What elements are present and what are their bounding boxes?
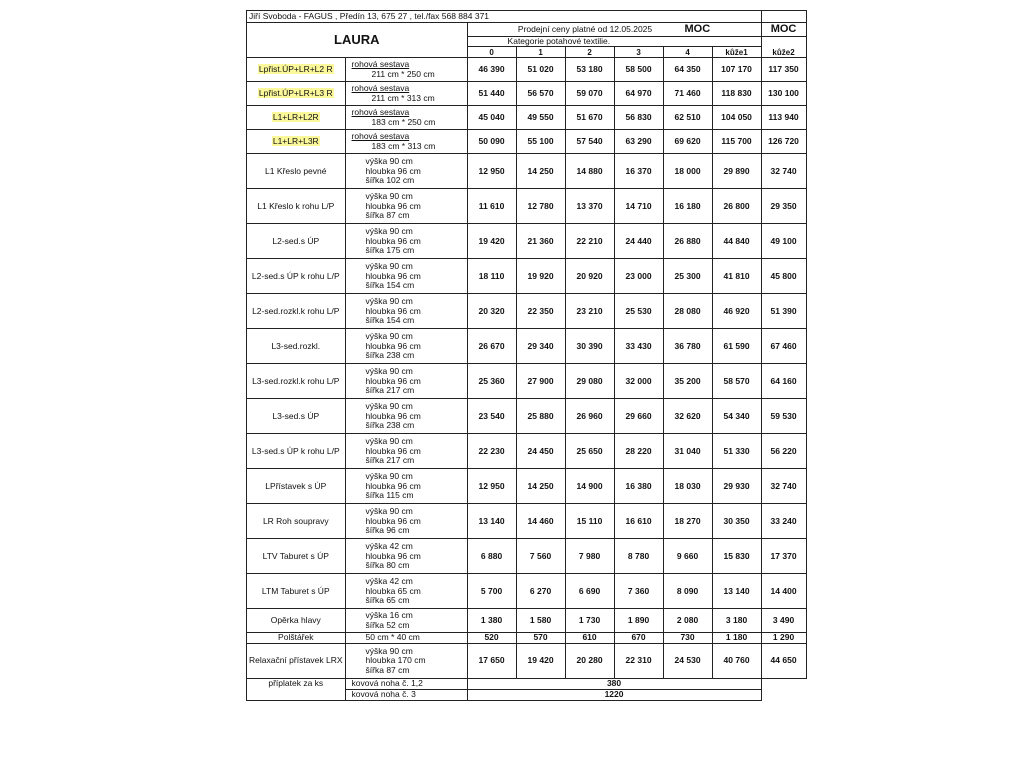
price-cell: 730 [663,633,712,644]
dimension-line: šířka 52 cm [365,619,410,630]
dimension-line: hloubka 65 cm [365,585,421,596]
row-dimensions [345,504,467,539]
row-name [247,189,346,224]
price-cell: 18 030 [663,469,712,504]
row-dimensions [345,539,467,574]
moc2-price-cell: 126 720 [761,130,806,154]
dimension-line: výška 16 cm [365,610,413,621]
price-cell: 14 460 [516,504,565,539]
moc2-price-cell: 49 100 [761,224,806,259]
price-cell: 16 180 [663,189,712,224]
dimension-line: výška 90 cm [365,260,413,271]
row-name [247,329,346,364]
price-cell: 1 890 [614,609,663,633]
price-cell: 29 890 [712,154,761,189]
dimension-line: hloubka 96 cm [365,200,421,211]
price-cell: 115 700 [712,130,761,154]
dimension-line: výška 90 cm [365,295,413,306]
price-cell: 29 340 [516,329,565,364]
dimension-line: šířka 87 cm [365,665,410,676]
price-sheet [246,10,807,701]
price-cell: 14 250 [516,154,565,189]
moc2-price-cell: 64 160 [761,364,806,399]
grade-header-last: kůže2 [761,36,806,58]
price-cell: 107 170 [712,58,761,82]
moc2-price-cell: 32 740 [761,154,806,189]
row-name-text: L3-sed.rozkl.k rohu L/P [252,375,340,386]
dimension-line: šířka 80 cm [365,560,410,571]
price-cell: 30 390 [565,329,614,364]
product-title: LAURA [247,23,468,58]
table-row [247,644,807,679]
moc2-price-cell: 29 350 [761,189,806,224]
price-cell: 670 [614,633,663,644]
row-name-text: Polštářek [278,632,314,643]
price-cell: 25 300 [663,259,712,294]
table-row [247,154,807,189]
price-cell: 36 780 [663,329,712,364]
moc2-price-cell: 117 350 [761,58,806,82]
price-cell: 22 350 [516,294,565,329]
price-cell: 69 620 [663,130,712,154]
price-cell: 16 380 [614,469,663,504]
moc2-price-cell: 32 740 [761,469,806,504]
dimension-line: výška 90 cm [365,645,413,656]
row-dimensions [345,224,467,259]
dimension-line: výška 90 cm [365,505,413,516]
moc2-price-cell: 59 530 [761,399,806,434]
price-cell: 46 920 [712,294,761,329]
price-cell: 6 690 [565,574,614,609]
dimension-line: hloubka 96 cm [365,340,421,351]
price-cell: 28 080 [663,294,712,329]
row-dimensions [345,399,467,434]
dimension-line: výška 90 cm [365,470,413,481]
dimension-line: 183 cm * 250 cm [371,116,436,127]
grade-header-4: 4 [663,47,712,58]
row-name [247,58,346,82]
price-cell: 25 360 [467,364,516,399]
price-cell: 23 000 [614,259,663,294]
row-name-text: L1+LR+L2R [272,112,319,123]
table-row [247,574,807,609]
price-cell: 56 830 [614,106,663,130]
moc2-price-cell: 33 240 [761,504,806,539]
dimension-line: šířka 96 cm [365,525,410,536]
dimension-line: hloubka 96 cm [365,550,421,561]
price-cell: 15 110 [565,504,614,539]
price-cell: 5 700 [467,574,516,609]
dimension-line: výška 90 cm [365,330,413,341]
price-cell: 25 650 [565,434,614,469]
surcharge-item: kovová noha č. 1,2 [345,679,467,690]
dimension-line: šířka 65 cm [365,595,410,606]
price-cell: 55 100 [516,130,565,154]
price-cell: 54 340 [712,399,761,434]
dimension-line: 211 cm * 250 cm [371,68,435,79]
price-cell: 570 [516,633,565,644]
table-row [247,82,807,106]
row-name-text: LTV Taburet s ÚP [262,550,329,561]
dimension-line: hloubka 96 cm [365,375,421,386]
price-cell: 8 090 [663,574,712,609]
moc2-price-cell: 113 940 [761,106,806,130]
row-name-text: L3-sed.rozkl. [271,340,321,351]
surcharge-item: kovová noha č. 3 [345,690,467,701]
price-cell: 23 210 [565,294,614,329]
price-cell: 23 540 [467,399,516,434]
row-name [247,294,346,329]
dimension-line: šířka 238 cm [365,420,415,431]
dimension-line: šířka 217 cm [365,385,415,396]
table-row [247,58,807,82]
dimension-line: 50 cm * 40 cm [365,632,420,643]
price-cell: 20 280 [565,644,614,679]
row-dimensions [345,58,467,82]
row-dimensions [345,259,467,294]
price-cell: 51 330 [712,434,761,469]
dimension-line: šířka 87 cm [365,210,410,221]
surcharge-section [247,679,807,701]
row-name [247,154,346,189]
price-cell: 46 390 [467,58,516,82]
dimension-line: 183 cm * 313 cm [371,140,436,151]
table-row [247,106,807,130]
table-row [247,633,807,644]
price-cell: 24 530 [663,644,712,679]
grade-header-2: 2 [565,47,614,58]
table-row [247,504,807,539]
price-cell: 51 440 [467,82,516,106]
price-cell: 40 760 [712,644,761,679]
dimension-line: hloubka 96 cm [365,165,421,176]
table-row [247,434,807,469]
row-dimensions [345,329,467,364]
dimension-line: hloubka 96 cm [365,270,421,281]
price-cell: 118 830 [712,82,761,106]
price-cell: 16 610 [614,504,663,539]
price-cell: 11 610 [467,189,516,224]
dimension-line: výška 90 cm [365,365,413,376]
price-cell: 29 660 [614,399,663,434]
row-name [247,504,346,539]
price-cell: 12 950 [467,154,516,189]
row-name-text: L1+LR+L3R [272,136,319,147]
row-name [247,106,346,130]
price-cell: 20 920 [565,259,614,294]
row-dimensions [345,469,467,504]
price-cell: 64 350 [663,58,712,82]
dimension-line: výška 90 cm [365,155,413,166]
row-name-text: L2-sed.s ÚP k rohu L/P [251,270,340,281]
row-name-text: Lpřist.ÚP+LR+L2 R [258,64,333,75]
table-row [247,130,807,154]
row-dimensions [345,364,467,399]
grade-header-0: 0 [467,47,516,58]
dimension-line: rohová sestava [351,59,410,70]
table-row [247,469,807,504]
price-cell: 104 050 [712,106,761,130]
dimension-line: hloubka 170 cm [365,655,426,666]
row-dimensions [345,130,467,154]
price-cell: 14 250 [516,469,565,504]
price-cell: 63 290 [614,130,663,154]
dimension-line: výška 90 cm [365,400,413,411]
price-cell: 8 780 [614,539,663,574]
table-row [247,539,807,574]
price-cell: 45 040 [467,106,516,130]
price-table [246,10,807,701]
price-cell: 610 [565,633,614,644]
dimension-line: šířka 217 cm [365,455,415,466]
price-cell: 25 880 [516,399,565,434]
price-cell: 18 270 [663,504,712,539]
row-dimensions [345,434,467,469]
row-name-text: L3-sed.s ÚP [272,410,320,421]
dimension-line: hloubka 96 cm [365,445,421,456]
price-cell: 14 880 [565,154,614,189]
price-cell: 30 350 [712,504,761,539]
moc2-price-cell: 45 800 [761,259,806,294]
price-cell: 57 540 [565,130,614,154]
price-cell: 44 840 [712,224,761,259]
row-name-text: L1 Křeslo k rohu L/P [257,200,335,211]
row-name-text: LPřístavek s ÚP [265,480,327,491]
dimension-line: šířka 175 cm [365,245,415,256]
row-name [247,539,346,574]
price-cell: 25 530 [614,294,663,329]
price-cell: 22 230 [467,434,516,469]
price-cell: 18 000 [663,154,712,189]
price-cell: 58 570 [712,364,761,399]
price-cell: 3 180 [712,609,761,633]
price-cell: 6 880 [467,539,516,574]
surcharge-row [247,679,807,690]
price-cell: 51 670 [565,106,614,130]
row-name [247,82,346,106]
price-cell: 19 920 [516,259,565,294]
price-cell: 26 960 [565,399,614,434]
surcharge-label: příplatek za ks [247,679,346,701]
price-cell: 32 000 [614,364,663,399]
table-row [247,294,807,329]
price-validity-row [467,23,761,37]
price-cell: 24 450 [516,434,565,469]
table-row [247,189,807,224]
category-label: Kategorie potahové textilie. [467,36,761,47]
row-name [247,399,346,434]
row-name-text: Lpřist.ÚP+LR+L3 R [258,88,333,99]
price-cell: 51 020 [516,58,565,82]
row-dimensions [345,82,467,106]
dimension-line: šířka 102 cm [365,175,415,186]
dimension-line: hloubka 96 cm [365,305,421,316]
dimension-line: rohová sestava [351,83,410,94]
price-cell: 26 880 [663,224,712,259]
dimension-line: výška 42 cm [365,575,413,586]
dimension-line: rohová sestava [351,131,410,142]
price-cell: 26 670 [467,329,516,364]
price-cell: 21 360 [516,224,565,259]
price-cell: 41 810 [712,259,761,294]
moc2-price-cell: 130 100 [761,82,806,106]
price-cell: 26 800 [712,189,761,224]
dimension-line: hloubka 96 cm [365,480,421,491]
moc2-price-cell: 17 370 [761,539,806,574]
price-cell: 16 370 [614,154,663,189]
price-cell: 71 460 [663,82,712,106]
table-row [247,224,807,259]
row-dimensions [345,644,467,679]
row-name-text: LTM Taburet s ÚP [261,585,330,596]
dimension-line: hloubka 96 cm [365,235,421,246]
dimension-line: šířka 238 cm [365,350,415,361]
moc2-price-cell: 51 390 [761,294,806,329]
row-name [247,224,346,259]
price-cell: 2 080 [663,609,712,633]
row-dimensions [345,633,467,644]
price-cell: 59 070 [565,82,614,106]
row-dimensions [345,154,467,189]
price-cell: 32 620 [663,399,712,434]
price-cell: 1 580 [516,609,565,633]
supplier-line: Jiří Svoboda - FAGUS , Předín 13, 675 27 , tel./fax 568 884 371 [247,11,762,23]
row-name-text: Opěrka hlavy [270,615,321,626]
price-rows [247,58,807,679]
surcharge-price: 380 [467,679,761,690]
price-cell: 50 090 [467,130,516,154]
moc2-price-cell: 14 400 [761,574,806,609]
row-name-text: Relaxační přístavek LRX [249,655,343,666]
row-name-text: L3-sed.s ÚP k rohu L/P [251,445,340,456]
table-row [247,329,807,364]
price-cell: 1 380 [467,609,516,633]
dimension-line: výška 90 cm [365,225,413,236]
price-cell: 13 140 [467,504,516,539]
price-cell: 64 970 [614,82,663,106]
price-cell: 13 370 [565,189,614,224]
price-cell: 49 550 [516,106,565,130]
row-name-text: LR Roh soupravy [262,515,329,526]
grade-header-5: kůže1 [712,47,761,58]
grade-header-3: 3 [614,47,663,58]
moc-label: MOC [684,23,711,35]
price-cell: 22 310 [614,644,663,679]
row-dimensions [345,609,467,633]
row-name [247,364,346,399]
row-name [247,609,346,633]
price-cell: 12 950 [467,469,516,504]
dimension-line: výška 90 cm [365,190,413,201]
table-row [247,609,807,633]
row-name [247,633,346,644]
price-cell: 19 420 [467,224,516,259]
row-name-text: L2-sed.s ÚP [272,235,320,246]
row-name-text: L2-sed.rozkl.k rohu L/P [252,305,340,316]
price-cell: 33 430 [614,329,663,364]
price-cell: 12 780 [516,189,565,224]
moc2-price-cell: 1 290 [761,633,806,644]
price-cell: 9 660 [663,539,712,574]
dimension-line: hloubka 96 cm [365,410,421,421]
price-cell: 1 180 [712,633,761,644]
price-cell: 19 420 [516,644,565,679]
row-name [247,259,346,294]
moc2-price-cell: 67 460 [761,329,806,364]
price-cell: 22 210 [565,224,614,259]
dimension-line: hloubka 96 cm [365,515,421,526]
row-name-text: L1 Křeslo pevné [265,165,327,176]
moc2-price-cell: 44 650 [761,644,806,679]
table-row [247,399,807,434]
price-cell: 14 900 [565,469,614,504]
price-cell: 1 730 [565,609,614,633]
grade-header-1: 1 [516,47,565,58]
dimension-line: šířka 154 cm [365,315,415,326]
table-row [247,364,807,399]
price-cell: 15 830 [712,539,761,574]
row-dimensions [345,574,467,609]
price-cell: 6 270 [516,574,565,609]
dimension-line: šířka 115 cm [365,490,414,501]
price-cell: 7 980 [565,539,614,574]
moc-label-2: MOC [761,23,806,37]
price-cell: 7 560 [516,539,565,574]
moc2-price-cell: 3 490 [761,609,806,633]
table-row [247,259,807,294]
dimension-line: výška 42 cm [365,540,413,551]
price-cell: 56 570 [516,82,565,106]
price-cell: 53 180 [565,58,614,82]
row-dimensions [345,189,467,224]
price-cell: 20 320 [467,294,516,329]
price-cell: 14 710 [614,189,663,224]
price-cell: 35 200 [663,364,712,399]
moc2-price-cell: 56 220 [761,434,806,469]
dimension-line: výška 90 cm [365,435,413,446]
price-cell: 61 590 [712,329,761,364]
surcharge-price: 1220 [467,690,761,701]
price-cell: 29 080 [565,364,614,399]
price-cell: 29 930 [712,469,761,504]
row-dimensions [345,106,467,130]
price-cell: 27 900 [516,364,565,399]
price-cell: 7 360 [614,574,663,609]
row-name [247,130,346,154]
row-name [247,574,346,609]
price-cell: 24 440 [614,224,663,259]
row-dimensions [345,294,467,329]
row-name [247,644,346,679]
dimension-line: rohová sestava [351,107,410,118]
price-cell: 17 650 [467,644,516,679]
price-cell: 62 510 [663,106,712,130]
price-cell: 18 110 [467,259,516,294]
price-cell: 28 220 [614,434,663,469]
price-cell: 31 040 [663,434,712,469]
dimension-line: 211 cm * 313 cm [371,92,435,103]
price-cell: 520 [467,633,516,644]
price-validity: Prodejní ceny platné od 12.05.2025 [517,24,653,34]
row-name [247,469,346,504]
dimension-line: šířka 154 cm [365,280,415,291]
price-cell: 58 500 [614,58,663,82]
row-name [247,434,346,469]
price-cell: 13 140 [712,574,761,609]
